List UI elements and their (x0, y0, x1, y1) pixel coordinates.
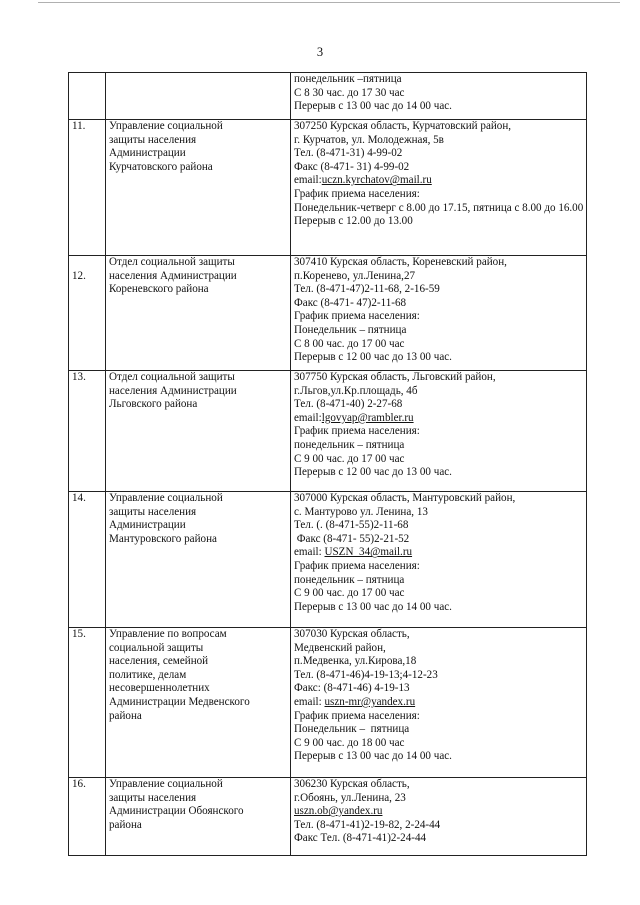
table-row (69, 628, 587, 778)
address-line: п.Коренево, ул.Ленина,27 (294, 269, 416, 282)
page-number: 3 (316, 45, 324, 59)
name-line: защиты населения (109, 133, 197, 146)
name-line: социальной защиты (109, 641, 204, 654)
top-scan-line (38, 2, 620, 3)
phone: Тел. (8-471-41)2-19-82, 2-24-44 (294, 818, 441, 831)
schedule-title: График приема населения: (294, 187, 420, 200)
break-hours: Перерыв с 12.00 до 13.00 (294, 215, 413, 228)
name-line: населения Администрации (109, 269, 237, 282)
fax: Факс: (8-471-46) 4-19-13 (294, 682, 410, 695)
name-line: несовершеннолетних (109, 682, 210, 695)
work-days: понедельник – пятница (294, 438, 405, 451)
email-line (294, 412, 584, 426)
email-line (294, 546, 584, 560)
name-line: Администрации Медвенского (109, 695, 250, 708)
address-line: г.Обоянь, ул.Ленина, 23 (294, 791, 406, 804)
name-line: Отдел социальной защиты (109, 371, 235, 383)
name-line: Отдел социальной защиты (109, 256, 235, 268)
address-line: 307410 Курская область, Кореневский район, (294, 256, 507, 268)
organization-name (106, 256, 291, 371)
break-hours: Перерыв с 13 00 час до 14 00 час. (294, 600, 452, 613)
contact-details (291, 778, 587, 856)
address-line: 307030 Курская область, (294, 628, 410, 640)
organization-name (106, 120, 291, 256)
address-line: г.Льгов,ул.Кр.площадь, 4б (294, 384, 418, 397)
work-hours: С 9 00 час. до 17 00 час (294, 452, 405, 465)
break-hours: Перерыв с 12 00 час до 13 00 час. (294, 351, 452, 364)
work-hours: С 9 00 час. до 17 00 час (294, 587, 405, 600)
row-number: 12. (69, 256, 106, 371)
address-line: 306230 Курская область, (294, 778, 410, 790)
work-hours: С 8 30 час. до 17 30 час (294, 86, 405, 99)
name-line: Управление по вопросам (109, 628, 227, 640)
name-line: Управление социальной (109, 120, 223, 132)
contact-details (291, 371, 587, 492)
name-line: населения Администрации (109, 384, 237, 397)
name-line: населения, семейной (109, 655, 209, 668)
work-hours: Понедельник-четверг с 8.00 до 17.15, пятница с 8.00 до 16.00 (294, 201, 584, 214)
email-label: email: (294, 411, 322, 424)
work-days: Понедельник – пятница (294, 723, 410, 736)
name-line: Мантуровского района (109, 532, 217, 545)
name-line: Администрации Обоянского (109, 805, 244, 818)
row-number: 16. (69, 778, 106, 856)
row-number: 15. (69, 628, 106, 778)
fax: Факс (8-471- 31) 4-99-02 (294, 160, 410, 173)
schedule-title: График приема населения: (294, 709, 420, 722)
name-line: Управление социальной (109, 778, 223, 790)
work-hours: С 9 00 час. до 18 00 час (294, 736, 405, 749)
contact-details (291, 73, 587, 120)
email-line (294, 174, 584, 188)
address-line: 307750 Курская область, Льговский район, (294, 371, 496, 383)
work-hours: С 8 00 час. до 17 00 час (294, 337, 405, 350)
fax: Факс (8-471- 47)2-11-68 (294, 296, 407, 309)
phone: Тел. (8-471-40) 2-27-68 (294, 398, 403, 411)
email-link[interactable]: uszn.ob@yandex.ru (294, 805, 383, 818)
name-line: политике, делам (109, 668, 187, 681)
table-row (69, 256, 587, 371)
contacts-table (68, 72, 587, 856)
break-hours: Перерыв с 13 00 час до 14 00 час. (294, 750, 452, 763)
address-line: с. Мантурово ул. Ленина, 13 (294, 505, 428, 518)
address-line: 307000 Курская область, Мантуровский район, (294, 492, 516, 504)
email-link[interactable]: USZN_34@mail.ru (324, 546, 413, 559)
email-label: email: (294, 695, 325, 708)
table-row (69, 492, 587, 628)
fax: Факс (8-471- 55)2-21-52 (294, 532, 410, 545)
schedule-title: График приема населения: (294, 559, 420, 572)
name-line: защиты населения (109, 791, 197, 804)
name-line: района (109, 709, 142, 722)
phone: Тел. (8-471-47)2-11-68, 2-16-59 (294, 283, 440, 296)
contact-details (291, 628, 587, 778)
break-hours: Перерыв с 13 00 час до 14 00 час. (294, 100, 452, 113)
name-line: Администрации (109, 519, 186, 532)
work-days: понедельник –пятница (294, 73, 402, 85)
name-line: Кореневского района (109, 283, 209, 296)
organization-name (106, 73, 291, 120)
break-hours: Перерыв с 12 00 час до 13 00 час. (294, 466, 452, 479)
row-number: 13. (69, 371, 106, 492)
email-link[interactable]: lgovyap@rambler.ru (321, 411, 414, 424)
schedule-title: График приема населения: (294, 425, 420, 438)
name-line: района (109, 818, 142, 831)
name-line: Администрации (109, 147, 186, 160)
address-line: п.Медвенка, ул.Кирова,18 (294, 655, 417, 668)
name-line: Льговского района (109, 398, 198, 411)
phone: Тел. (8-471-31) 4-99-02 (294, 147, 403, 160)
table-row (69, 371, 587, 492)
table-row (69, 73, 587, 120)
row-number (69, 73, 106, 120)
row-number: 14. (69, 492, 106, 628)
email-label: email: (294, 174, 322, 187)
work-days: Понедельник – пятница (294, 323, 407, 336)
organization-name (106, 628, 291, 778)
organization-name (106, 371, 291, 492)
name-line: Управление социальной (109, 492, 223, 504)
address-line: г. Курчатов, ул. Молодежная, 5в (294, 133, 444, 146)
address-line: 307250 Курская область, Курчатовский район, (294, 120, 512, 132)
row-number: 11. (69, 120, 106, 256)
fax: Факс Тел. (8-471-41)2-24-44 (294, 832, 427, 845)
email-line (294, 696, 584, 710)
table-row (69, 778, 587, 856)
organization-name (106, 492, 291, 628)
contact-details (291, 256, 587, 371)
contact-details (291, 492, 587, 628)
schedule-title: График приема населения: (294, 310, 420, 323)
work-days: понедельник – пятница (294, 573, 405, 586)
name-line: Курчатовского района (109, 160, 213, 173)
address-line: Медвенский район, (294, 641, 386, 654)
email-link[interactable]: uczn.kyrchatov@mail.ru (321, 174, 432, 187)
phone: Тел. (8-471-46)4-19-13;4-12-23 (294, 668, 438, 681)
contact-details (291, 120, 587, 256)
organization-name (106, 778, 291, 856)
table-row (69, 120, 587, 256)
name-line: защиты населения (109, 505, 197, 518)
email-label: email: (294, 546, 325, 559)
phone: Тел. (. (8-471-55)2-11-68 (294, 519, 409, 532)
email-link[interactable]: uszn-mr@yandex.ru (324, 695, 416, 708)
